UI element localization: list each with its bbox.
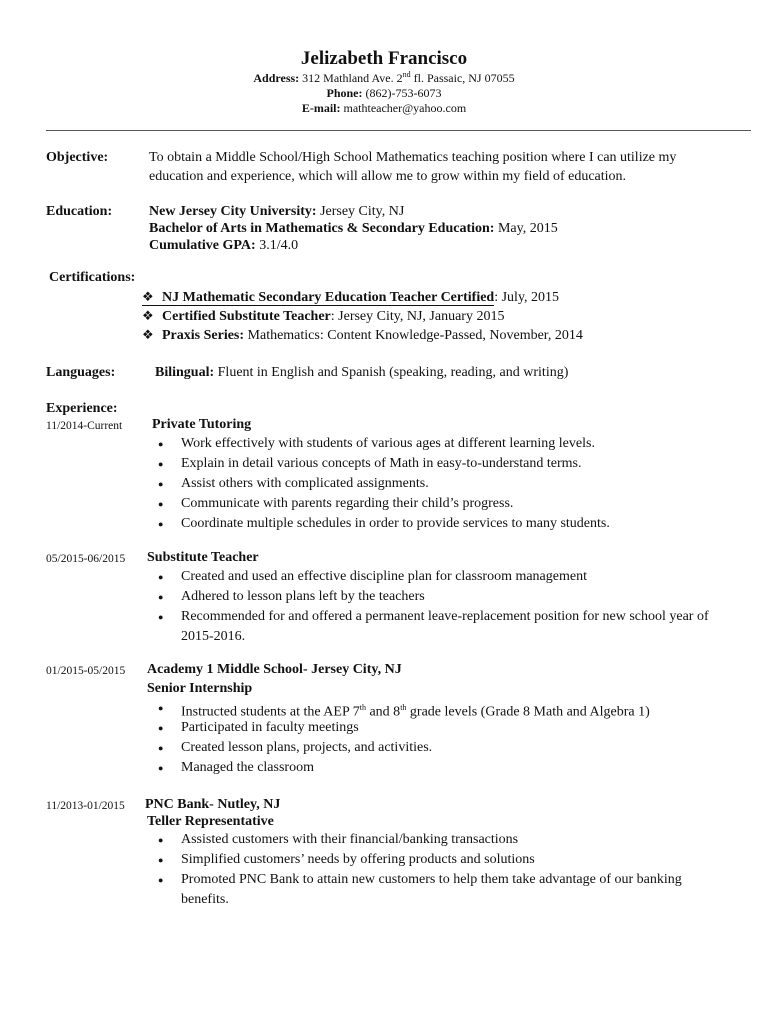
diamond-bullet-icon: ❖ <box>142 327 154 342</box>
education-gpa: Cumulative GPA: 3.1/4.0 <box>149 238 299 253</box>
diamond-bullet-icon: ❖ <box>142 308 154 323</box>
education-school: New Jersey City University: Jersey City, NJ <box>149 204 405 219</box>
phone-value: (862)-753-6073 <box>365 86 442 100</box>
list-item: ● Assisted customers with their financial/banking transactions <box>158 830 721 850</box>
certifications-label: Certifications: <box>49 270 136 285</box>
job-subtitle: Teller Representative <box>147 814 274 829</box>
certification-item: ❖ NJ Mathematic Secondary Education Teacher Certified: July, 2015 <box>142 289 560 305</box>
phone-line <box>0 86 768 101</box>
resume-name: Jelizabeth Francisco <box>300 48 468 69</box>
list-item: ● Explain in detail various concepts of Math in easy-to-understand terms. <box>158 454 610 474</box>
job-title: Substitute Teacher <box>147 550 259 565</box>
job-title: Private Tutoring <box>152 417 252 432</box>
job-bullets <box>158 567 721 647</box>
job-subtitle: Senior Internship <box>147 681 253 696</box>
list-item: ● Managed the classroom <box>158 758 650 778</box>
header-divider <box>46 130 751 131</box>
list-item: ● Promoted PNC Bank to attain new customers to help them take advantage of our banking benefits. <box>158 870 721 910</box>
list-item: ● Created lesson plans, projects, and activities. <box>158 738 650 758</box>
list-item: ● Participated in faculty meetings <box>158 718 650 738</box>
list-item: ● Recommended for and offered a permanent leave-replacement position for new school year of 2015-2016. <box>158 607 721 647</box>
list-item: ● Adhered to lesson plans left by the teachers <box>158 587 721 607</box>
list-item: ● Simplified customers’ needs by offering products and solutions <box>158 850 721 870</box>
email-line <box>0 101 768 116</box>
email-value: mathteacher@yahoo.com <box>343 101 467 115</box>
phone-label: Phone: <box>326 86 363 100</box>
address-label: Address: <box>253 71 300 85</box>
job-dates: 11/2014-Current <box>46 420 123 432</box>
experience-label: Experience: <box>46 401 118 416</box>
job-title: Academy 1 Middle School- Jersey City, NJ <box>147 662 402 677</box>
languages-label: Languages: <box>46 365 116 380</box>
list-item: ● Assist others with complicated assignments. <box>158 474 610 494</box>
job-bullets <box>158 698 650 778</box>
list-item: ● Work effectively with students of various ages at different learning levels. <box>158 434 610 454</box>
list-item: ● Created and used an effective discipline plan for classroom management <box>158 567 721 587</box>
email-label: E-mail: <box>301 101 341 115</box>
certification-item: ❖ Praxis Series: Mathematics: Content Knowledge-Passed, November, 2014 <box>142 327 583 343</box>
job-title: PNC Bank- Nutley, NJ <box>145 797 281 812</box>
list-item: ● Instructed students at the AEP 7th and 8th grade levels (Grade 8 Math and Algebra 1) <box>158 698 650 718</box>
job-dates: 11/2013-01/2015 <box>46 800 125 812</box>
job-dates: 01/2015-05/2015 <box>46 665 126 677</box>
diamond-bullet-icon: ❖ <box>142 289 162 306</box>
address-value: 312 Mathland Ave. 2nd fl. Passaic, NJ 07055 <box>302 70 515 85</box>
objective-line-1: To obtain a Middle School/High School Mathematics teaching position where I can utilize my <box>149 150 677 165</box>
education-degree: Bachelor of Arts in Mathematics & Secondary Education: May, 2015 <box>149 221 558 236</box>
address-line <box>0 70 768 86</box>
job-bullets <box>158 830 721 910</box>
job-bullets <box>158 434 610 534</box>
list-item: ● Coordinate multiple schedules in order to provide services to many students. <box>158 514 610 534</box>
objective-label: Objective: <box>46 150 109 165</box>
objective-line-2: education and experience, which will allow me to grow within my field of education. <box>149 169 627 184</box>
list-item: ● Communicate with parents regarding their child’s progress. <box>158 494 610 514</box>
job-dates: 05/2015-06/2015 <box>46 553 126 565</box>
education-label: Education: <box>46 204 113 219</box>
certification-item: ❖ Certified Substitute Teacher: Jersey City, NJ, January 2015 <box>142 308 505 324</box>
languages-value: Bilingual: Fluent in English and Spanish (speaking, reading, and writing) <box>155 365 569 380</box>
